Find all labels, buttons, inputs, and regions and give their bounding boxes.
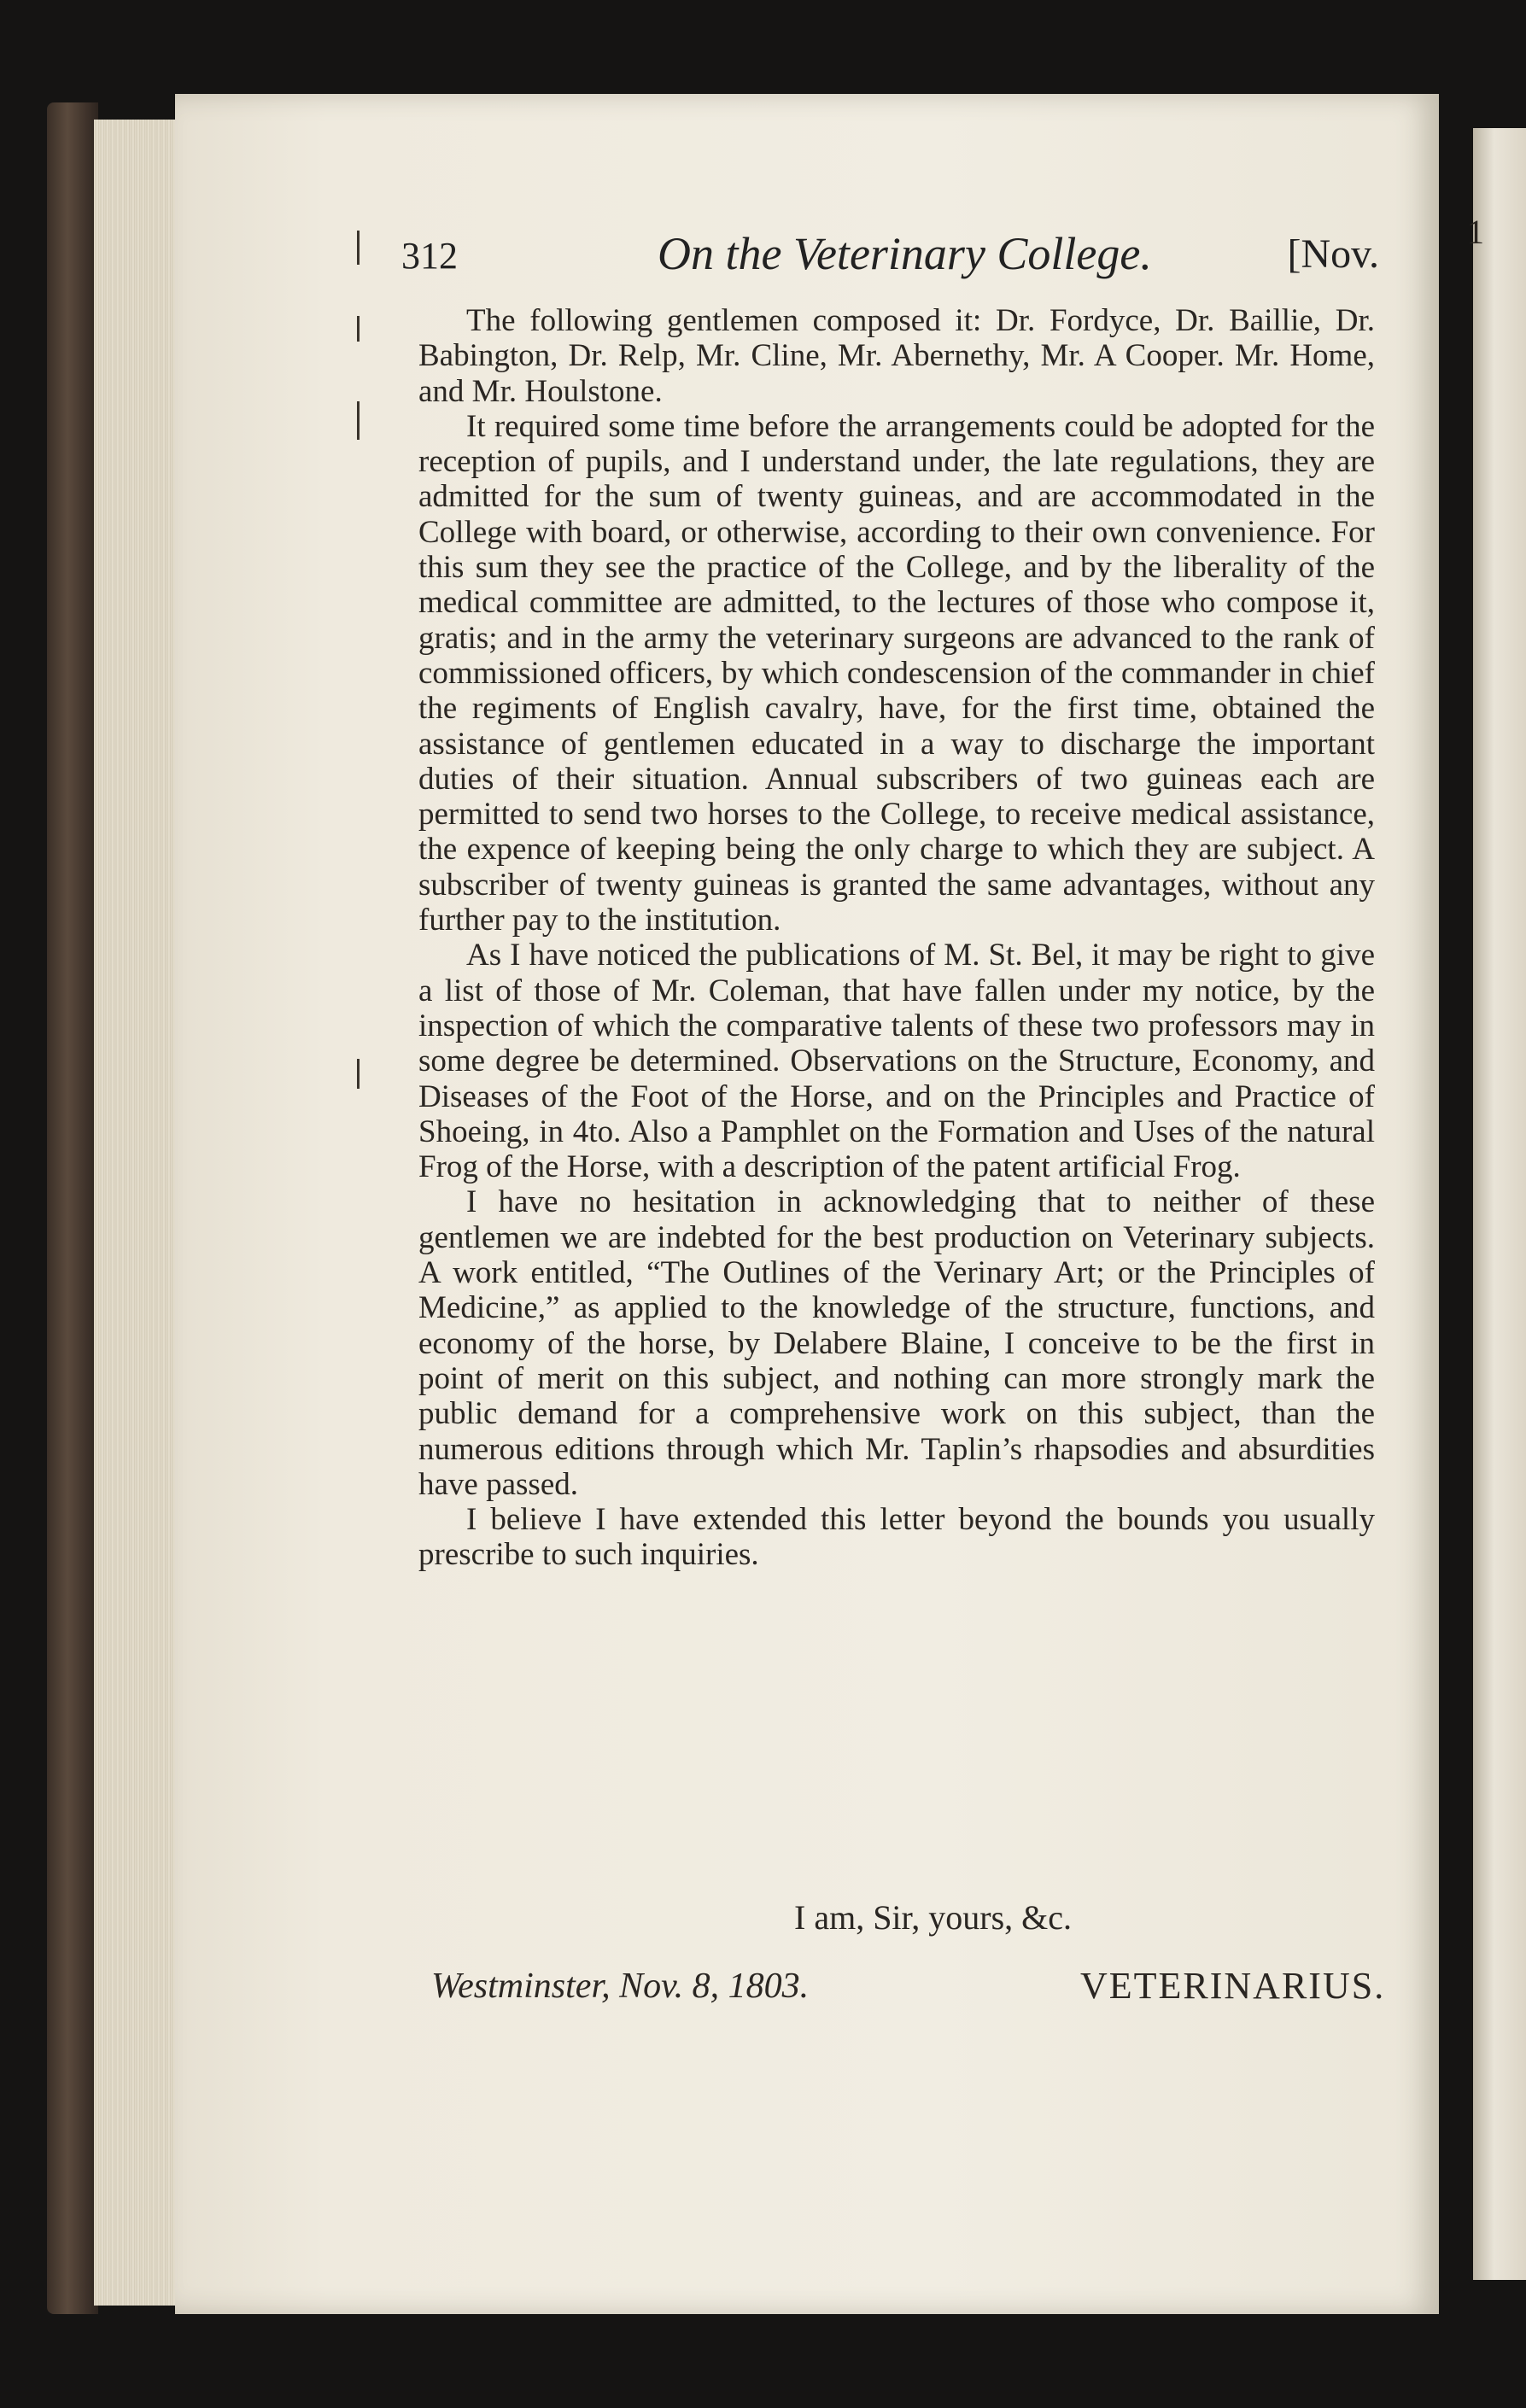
letter-closing: I am, Sir, yours, &c. — [794, 1898, 1073, 1937]
body-text — [418, 303, 1375, 1573]
book-cover-edge — [47, 102, 98, 2314]
page-header — [401, 224, 1379, 283]
margin-mark — [357, 316, 360, 342]
paragraph: The following gentlemen composed it: Dr. Fordyce, Dr. Baillie, Dr. Babington, Dr. Relp, Mr. Cline, Mr. Abernethy, Mr. A Cooper. Mr. Home, and Mr. Houlstone. — [418, 303, 1375, 409]
margin-mark — [357, 1059, 360, 1089]
right-page-edge — [1473, 128, 1526, 2280]
margin-mark — [357, 401, 360, 440]
next-page-number: 1 — [1467, 213, 1484, 251]
running-title: On the Veterinary College. — [658, 228, 1152, 279]
margin-mark — [357, 231, 360, 265]
paragraph: As I have noticed the publications of M. St. Bel, it may be right to give a list of those of Mr. Coleman, that have fallen under my notice, by the inspection of which the comparative talents of these two professors may in some degree be determined. Observations on the Structure, Economy, and Diseases of the Foot of the Horse, and on the Principles and Practice of Shoeing, in 4to. Also a Pamphlet on the Formation and Uses of the natural Frog of the Horse, with a description of the patent artificial Frog. — [418, 938, 1375, 1185]
paragraph: It required some time before the arrangements could be adopted for the reception of pupils, and I understand under, the late regulations, they are admitted for the sum of twenty guineas, and are accommodated in the College with board, or otherwise, according to their own convenience. For this sum they see the practice of the College, and by the liberality of the medical committee are admitted, to the lectures of those who compose it, gratis; and in the army the veterinary surgeons are advanced to the rank of commissioned officers, by which condescension of the commander in chief the regiments of English cavalry, have, for the first time, obtained the assistance of gentlemen educated in a way to discharge the important duties of their situation. Annual subscribers of two guineas each are permitted to send two horses to the College, to receive medical assistance, the expence of keeping being the only charge to which they are subject. A subscriber of twenty guineas is granted the same advantages, without any further pay to the institution. — [418, 408, 1375, 938]
paragraph: I believe I have extended this letter beyond the bounds you usually prescribe to such inquiries. — [418, 1502, 1375, 1573]
letter-signature: VETERINARIUS. — [1080, 1965, 1386, 2007]
page-number: 312 — [401, 235, 458, 277]
paragraph: I have no hesitation in acknowledging that to neither of these gentlemen we are indebted for the best production on Veterinary subjects. A work entitled, “The Outlines of the Verinary Art; or the Principles of Medicine,” as applied to the knowledge of the structure, functions, and economy of the horse, by Delabere Blaine, I conceive to be the first in point of merit on this subject, and nothing can more strongly mark the public demand for a comprehensive work on this subject, than the numerous editions through which Mr. Taplin’s rhapsodies and absurdities have passed. — [418, 1184, 1375, 1502]
header-month: [Nov. — [1287, 231, 1379, 277]
letter-dateline: Westminster, Nov. 8, 1803. — [431, 1967, 810, 2006]
